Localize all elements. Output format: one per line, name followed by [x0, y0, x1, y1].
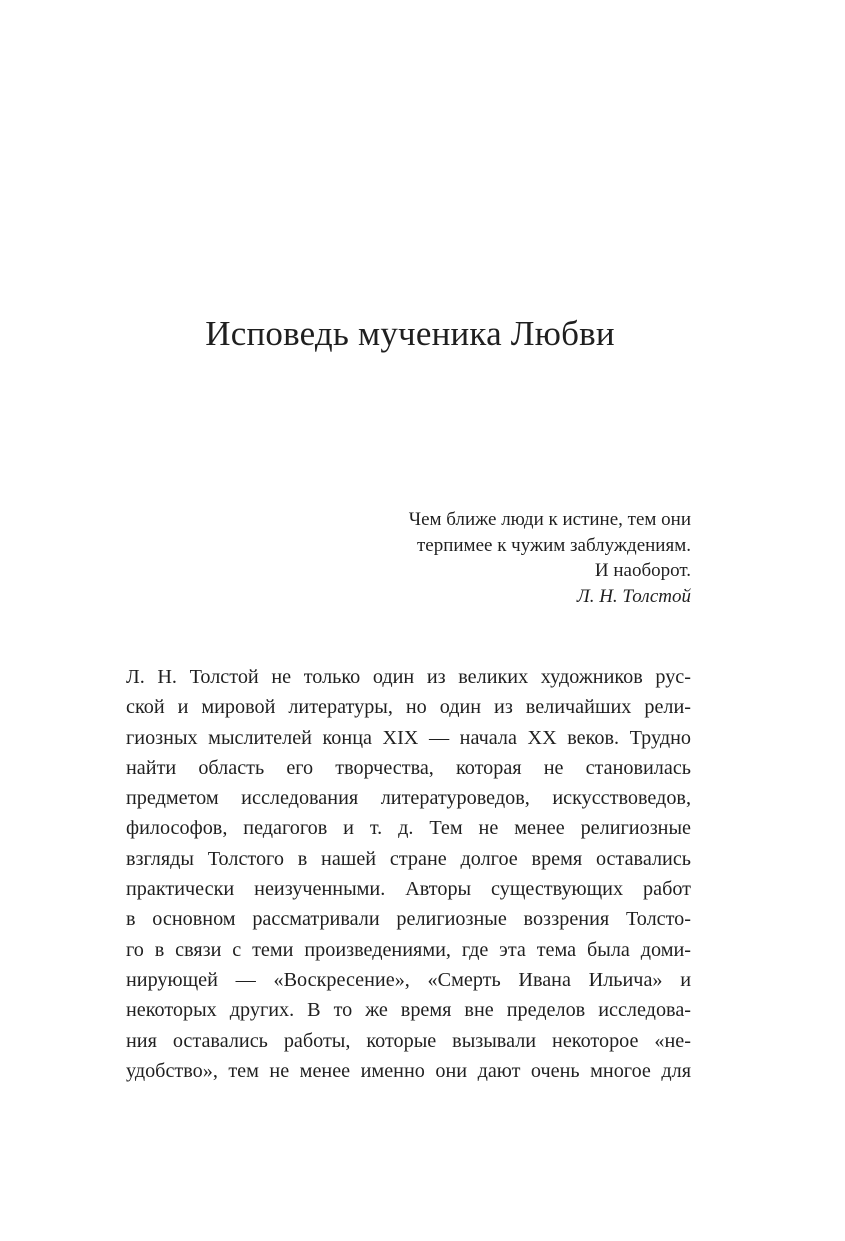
body-line: ния оставались работы, которые вызывали некоторое «не-	[126, 1029, 691, 1052]
body-line: в основном рассматривали религиозные воззрения Толсто-	[126, 908, 691, 931]
body-line: го в связи с теми произведениями, где эта тема была доми-	[126, 938, 691, 961]
body-line: ской и мировой литературы, но один из величайших рели-	[126, 696, 691, 719]
body-line: Л. Н. Толстой не только один из великих художников рус-	[126, 666, 691, 688]
body-line: гиозных мыслителей конца XIX — начала XX веков. Трудно	[126, 726, 691, 749]
chapter-title: Исповедь мученика Любви	[205, 314, 615, 353]
body-line: найти область его творчества, которая не становилась	[126, 756, 691, 779]
body-line: предметом исследования литературоведов, искусствоведов,	[126, 787, 691, 810]
body-line: удобство», тем не менее именно они дают очень многое для	[126, 1059, 691, 1082]
epigraph-line: Чем ближе люди к истине, тем они	[408, 509, 691, 530]
epigraph-line: И наоборот.	[594, 560, 691, 582]
body-line: философов, педагогов и т. д. Тем не менее религиозные	[126, 817, 691, 840]
body-line: нирующей — «Воскресение», «Смерть Ивана Ильича» и	[126, 968, 691, 991]
epigraph-author: Л. Н. Толстой	[576, 585, 691, 607]
epigraph	[271, 507, 691, 609]
body-line: практически неизученными. Авторы существующих работ	[126, 878, 691, 901]
body-line: некоторых других. В то же время вне пределов исследова-	[126, 999, 691, 1022]
epigraph-line: терпимее к чужим заблуждениям.	[416, 534, 691, 556]
body-paragraph	[126, 662, 691, 1086]
body-line: взгляды Толстого в нашей стране долгое время оставались	[126, 847, 691, 870]
